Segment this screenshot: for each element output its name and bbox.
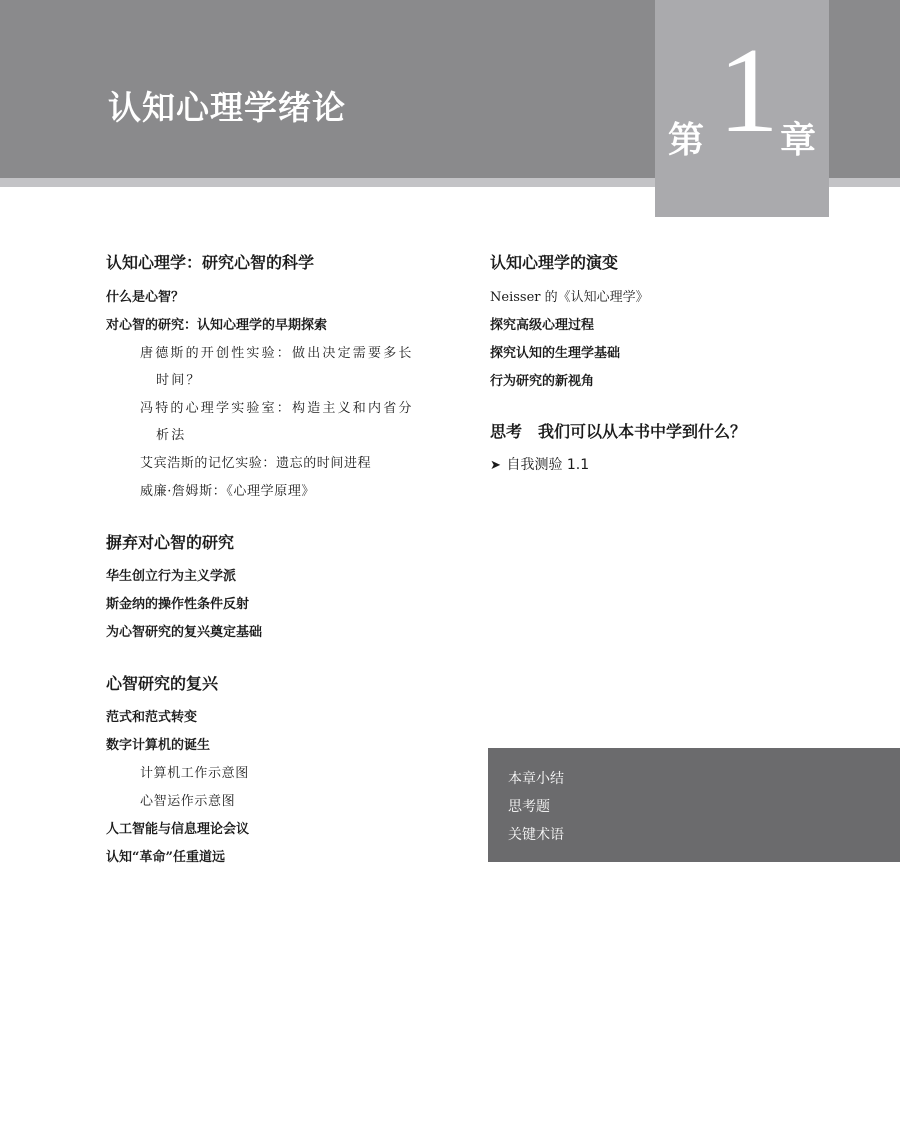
section-heading: 思考 我们可以从本书中学到什么？	[490, 422, 747, 441]
outline-subitem-continued: 时间？	[156, 373, 202, 388]
outline-item: 对心智的研究：认知心理学的早期探索	[106, 318, 328, 333]
outline-item: 行为研究的新视角	[490, 374, 595, 389]
self-test-link[interactable]	[490, 454, 589, 474]
outline-item: 探究高级心理过程	[490, 318, 595, 333]
outline-subitem: 冯特的心理学实验室：构造主义和内省分	[140, 401, 414, 416]
outline-item: 认知“革命”任重道远	[106, 850, 225, 865]
summary-item: 思考题	[508, 799, 550, 815]
outline-subitem: 计算机工作示意图	[140, 766, 249, 781]
section-heading: 摒弃对心智的研究	[106, 533, 235, 552]
chapter-summary-box	[488, 748, 900, 862]
outline-subitem: 唐德斯的开创性实验：做出决定需要多长	[140, 346, 414, 361]
outline-item: 探究认知的生理学基础	[490, 346, 621, 361]
outline-subitem: 艾宾浩斯的记忆实验：遗忘的时间进程	[140, 456, 372, 471]
outline-subitem: 威廉·詹姆斯：《心理学原理》	[140, 484, 316, 499]
summary-item: 关键术语	[508, 827, 564, 843]
section-heading: 心智研究的复兴	[106, 674, 219, 693]
chapter-number: 1	[718, 23, 779, 158]
summary-item: 本章小结	[508, 771, 564, 787]
outline-item: 人工智能与信息理论会议	[106, 822, 250, 837]
outline-item: 范式和范式转变	[106, 710, 198, 725]
outline-subitem: 心智运作示意图	[140, 794, 236, 809]
outline-item: 数字计算机的诞生	[106, 738, 211, 753]
outline-item: 华生创立行为主义学派	[106, 569, 237, 584]
chapter-suffix: 章	[780, 120, 817, 161]
outline-subitem-continued: 析法	[156, 428, 187, 443]
self-test-label: 自我测验 1.1	[506, 457, 590, 473]
chapter-prefix: 第	[668, 120, 705, 161]
section-heading: 认知心理学的演变	[490, 253, 619, 272]
outline-item: 什么是心智？	[106, 290, 185, 305]
outline-item: 斯金纳的操作性条件反射	[106, 597, 250, 612]
chapter-title: 认知心理学绪论	[108, 88, 346, 127]
section-heading: 认知心理学：研究心智的科学	[106, 253, 315, 272]
outline-item: 为心智研究的复兴奠定基础	[106, 625, 263, 640]
arrow-right-icon: ➤	[490, 458, 501, 473]
outline-item: Neisser 的《认知心理学》	[490, 290, 649, 305]
